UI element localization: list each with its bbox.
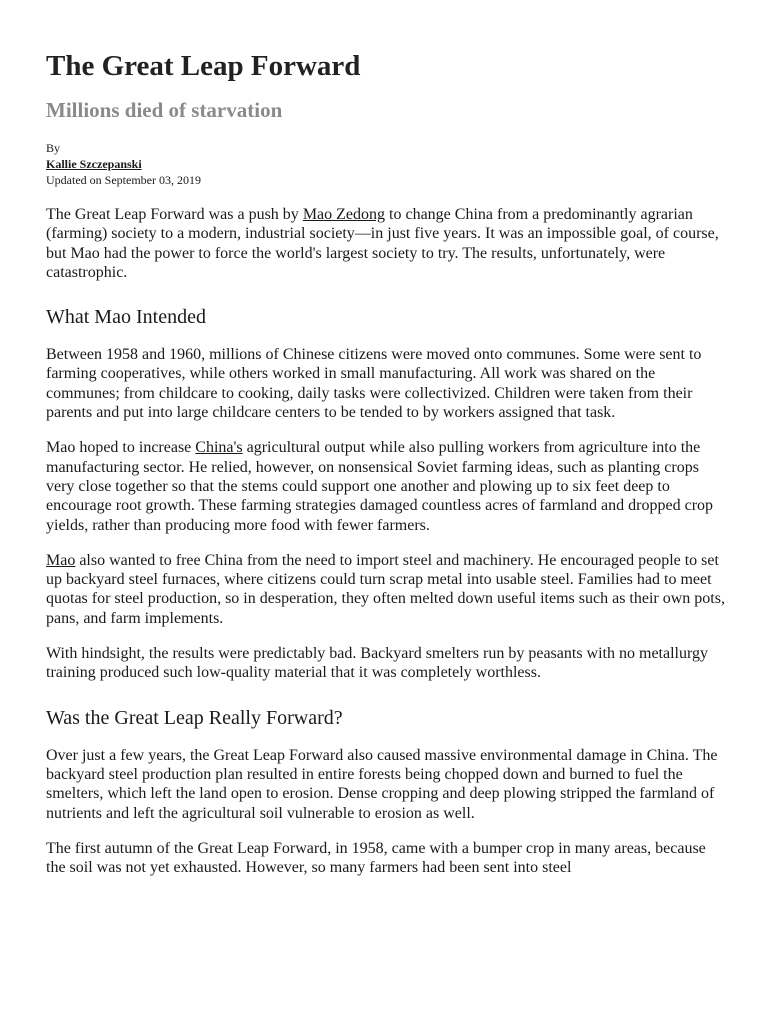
agriculture-text-end: agricultural output while also pulling workers from agriculture into the manufacturing sector. He relied, however, on nonsensical Soviet farming ideas, such as planting crops very close together so that the stems could support one another and plowing up to six feet deep to encourage root growth. These farming strategies damaged countless acres of farmland and dropped crop yields, rather than producing more food with fewer farmers.	[46, 439, 714, 534]
intro-text-end: to change China from a predominantly agrarian (farming) society to a modern, industrial society—in just five years. It was an impossible goal, of course, but Mao had the power to force the world's largest society to try. The results, unfortunately, were catastrophic.	[46, 206, 719, 281]
paragraph-communes: Between 1958 and 1960, millions of Chinese citizens were moved onto communes. Some were sent to farming cooperatives, while others worked in small manufacturing. All work was shared on the communes; from childcare to cooking, daily tasks were collectivized. Children were taken from their parents and put into large childcare centers to be tended to by workers assigned that task.	[46, 346, 702, 422]
mao-link[interactable]: Mao	[46, 551, 76, 569]
paragraph-hindsight: With hindsight, the results were predictably bad. Backyard smelters run by peasants with no metallurgy training produced such low-quality material that it was completely worthless.	[46, 645, 709, 682]
author-link[interactable]: Kallie Szczepanski	[46, 157, 142, 171]
paragraph-environment: Over just a few years, the Great Leap Forward also caused massive environmental damage in China. The backyard steel production plan resulted in entire forests being chopped down and burned to fuel the smelters, which left the land open to erosion. Dense cropping and deep plowing stripped the farmland of nutrients and left the agricultural soil vulnerable to erosion as well.	[46, 746, 718, 822]
paragraph-agriculture	[46, 438, 728, 534]
section-heading-great-leap-forward: Was the Great Leap Really Forward?	[46, 706, 343, 729]
article-subtitle: Millions died of starvation	[46, 98, 283, 122]
intro-text-start: The Great Leap Forward was a push by	[46, 206, 303, 223]
intro-paragraph	[46, 205, 728, 282]
section-heading-what-mao-intended: What Mao Intended	[46, 306, 206, 329]
mao-zedong-link[interactable]: Mao Zedong	[302, 206, 386, 223]
article-title: The Great Leap Forward	[46, 50, 361, 82]
steel-text: also wanted to free China from the need to import steel and machinery. He encouraged people to set up backyard steel furnaces, where citizens could turn scrap metal into usable steel. Families had to meet quotas for steel production, so in desperation, they often melted down useful items such as their own pots, pans, and farm implements.	[46, 551, 725, 627]
china-link[interactable]: China's	[195, 439, 243, 457]
paragraph-steel	[46, 551, 728, 628]
paragraph-first-autumn: The first autumn of the Great Leap Forward, in 1958, came with a bumper crop in many areas, because the soil was not yet exhausted. However, so many farmers had been sent into steel	[46, 839, 706, 877]
byline	[46, 140, 728, 188]
updated-date: Updated on September 03, 2019	[46, 173, 201, 187]
byline-by: By	[46, 141, 61, 155]
agriculture-text-start: Mao hoped to increase	[46, 439, 196, 457]
